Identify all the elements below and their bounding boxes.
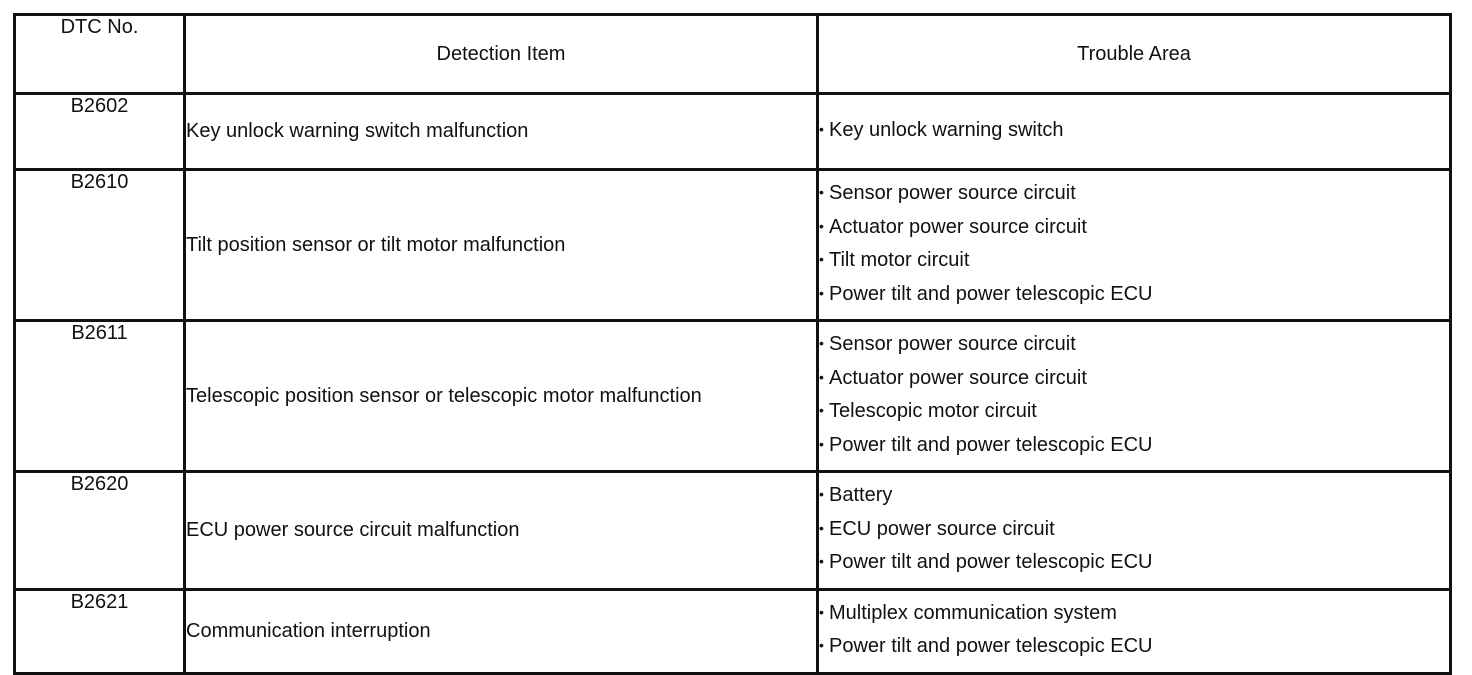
trouble-area-text: Multiplex communication system: [829, 601, 1117, 624]
table-row: [15, 94, 1451, 170]
trouble-area-text: Actuator power source circuit: [829, 215, 1087, 238]
bullet-icon: •: [819, 435, 824, 452]
trouble-area-text: Tilt motor circuit: [829, 249, 970, 271]
trouble-area-item: [819, 328, 1449, 362]
table-row: [15, 321, 1451, 472]
trouble-area-list: [819, 322, 1449, 470]
bullet-icon: •: [819, 335, 824, 351]
header-row: [15, 15, 1451, 94]
trouble-area-text: Power tilt and power telescopic ECU: [829, 282, 1153, 305]
trouble-area-item: [819, 546, 1449, 580]
trouble-area-item: [819, 362, 1449, 396]
bullet-icon: •: [819, 553, 824, 569]
trouble-area-text: ECU power source circuit: [829, 517, 1055, 540]
trouble-area-item: [819, 429, 1449, 463]
bullet-icon: •: [819, 284, 824, 301]
trouble-area-item: [819, 244, 1449, 278]
header-trouble-area: Trouble Area: [818, 15, 1451, 94]
trouble-area-list: [819, 473, 1449, 588]
trouble-area: [818, 472, 1451, 590]
bullet-icon: •: [819, 251, 824, 267]
dtc-code: B2602: [15, 94, 185, 170]
trouble-area-item: [819, 177, 1449, 211]
detection-item: Key unlock warning switch malfunction: [185, 94, 818, 170]
trouble-area-text: Key unlock warning switch: [829, 118, 1064, 141]
trouble-area-list: [819, 108, 1449, 156]
trouble-area-item: [819, 479, 1449, 513]
trouble-area-text: Power tilt and power telescopic ECU: [829, 551, 1153, 573]
table-row: [15, 589, 1451, 673]
bullet-icon: •: [819, 368, 824, 385]
detection-item: Telescopic position sensor or telescopic motor malfunction: [185, 321, 818, 472]
trouble-area-text: Battery: [829, 484, 893, 506]
bullet-icon: •: [819, 486, 824, 502]
trouble-area-text: Sensor power source circuit: [829, 333, 1076, 355]
bullet-icon: •: [819, 603, 824, 620]
detection-item: Communication interruption: [185, 589, 818, 673]
trouble-area-item: [819, 211, 1449, 245]
trouble-area: [818, 94, 1451, 170]
trouble-area-text: Power tilt and power telescopic ECU: [829, 635, 1153, 657]
trouble-area-item: [819, 630, 1449, 664]
trouble-area-text: Actuator power source circuit: [829, 366, 1087, 389]
table-body: [15, 94, 1451, 674]
detection-item: Tilt position sensor or tilt motor malfunction: [185, 170, 818, 321]
dtc-code: B2620: [15, 472, 185, 590]
trouble-area-text: Sensor power source circuit: [829, 182, 1076, 204]
bullet-icon: •: [819, 519, 824, 536]
trouble-area-list: [819, 591, 1449, 672]
trouble-area-item: [819, 513, 1449, 547]
trouble-area: [818, 321, 1451, 472]
trouble-area-text: Power tilt and power telescopic ECU: [829, 433, 1153, 456]
dtc-table: [13, 13, 1452, 675]
dtc-code: B2621: [15, 589, 185, 673]
trouble-area-list: [819, 171, 1449, 319]
trouble-area-item: [819, 395, 1449, 429]
header-detection-item: Detection Item: [185, 15, 818, 94]
trouble-area-item: [819, 114, 1449, 148]
bullet-icon: •: [819, 637, 824, 653]
trouble-area: [818, 589, 1451, 673]
table-row: [15, 170, 1451, 321]
bullet-icon: •: [819, 184, 824, 200]
trouble-area: [818, 170, 1451, 321]
trouble-area-item: [819, 278, 1449, 312]
header-dtc-no: DTC No.: [15, 15, 185, 94]
bullet-icon: •: [819, 402, 824, 418]
bullet-icon: •: [819, 120, 824, 137]
detection-item: ECU power source circuit malfunction: [185, 472, 818, 590]
trouble-area-text: Telescopic motor circuit: [829, 400, 1037, 422]
dtc-code: B2610: [15, 170, 185, 321]
dtc-code: B2611: [15, 321, 185, 472]
table-row: [15, 472, 1451, 590]
bullet-icon: •: [819, 217, 824, 234]
trouble-area-item: [819, 597, 1449, 631]
